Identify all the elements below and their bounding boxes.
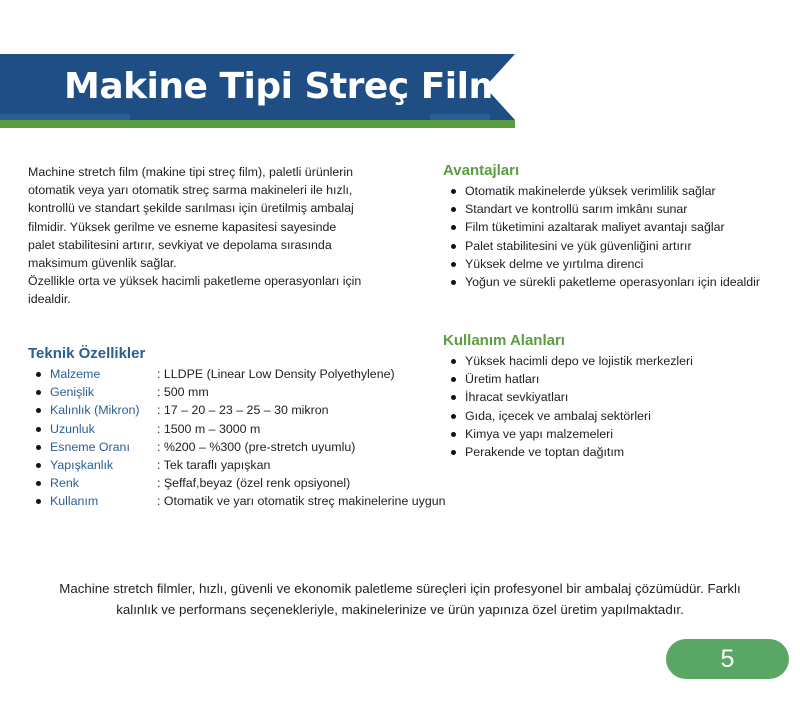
page-number-badge: 5 (666, 639, 789, 679)
advantages-list (443, 182, 760, 291)
list-item: Yüksek delme ve yırtılma direnci (443, 255, 760, 273)
list-item: Üretim hatları (443, 370, 693, 388)
footer-text: Machine stretch filmler, hızlı, güvenli ve ekonomik paletleme süreçleri için profesyonel bir ambalaj çözümüdür. Farklı kalınlık ve performans seçenekleriyle, makinelerinize ve ürün yapınıza özel üretim yapılmaktadır. (59, 581, 741, 617)
list-item: Film tüketimini azaltarak maliyet avantajı sağlar (443, 218, 760, 236)
list-item: Kimya ve yapı malzemeleri (443, 425, 693, 443)
usage-list (443, 352, 693, 461)
spec-value: : LLDPE (Linear Low Density Polyethylene) (157, 367, 395, 381)
spec-row (28, 492, 446, 510)
page-title: Makine Tipi Streç Film (64, 66, 506, 107)
spec-row (28, 438, 446, 456)
tech-specs-list (28, 365, 446, 511)
spec-value: : 17 – 20 – 23 – 25 – 30 mikron (157, 403, 329, 418)
usage-heading: Kullanım Alanları (443, 332, 565, 349)
spec-row (28, 383, 446, 401)
spec-key: Malzeme (50, 367, 101, 381)
list-item: Gıda, içecek ve ambalaj sektörleri (443, 407, 693, 425)
spec-key: Genişlik (50, 385, 95, 400)
list-item: Perakende ve toptan dağıtım (443, 443, 693, 461)
list-item: Standart ve kontrollü sarım imkânı sunar (443, 200, 760, 218)
spec-row (28, 456, 446, 474)
spec-key: Kullanım (50, 494, 99, 509)
spec-key: Kalınlık (Mikron) (50, 403, 140, 418)
spec-value: : Şeffaf,beyaz (özel renk opsiyonel) (157, 476, 351, 491)
list-item: Yüksek hacimli depo ve lojistik merkezleri (443, 352, 693, 370)
spec-value: : 1500 m – 3000 m (157, 421, 261, 436)
spec-row (28, 474, 446, 492)
list-item: İhracat sevkiyatları (443, 388, 693, 406)
spec-key: Uzunluk (50, 421, 95, 436)
advantages-heading: Avantajları (443, 162, 520, 179)
list-item: Yoğun ve sürekli paketleme operasyonları için idealdir (443, 273, 760, 291)
spec-key: Renk (50, 476, 79, 491)
spec-row (28, 420, 446, 438)
spec-value: : %200 – %300 (pre-stretch uyumlu) (157, 439, 356, 454)
list-item: Palet stabilitesini ve yük güvenliğini artırır (443, 237, 760, 255)
spec-key: Esneme Oranı (50, 439, 130, 454)
spec-key: Yapışkanlık (50, 458, 114, 473)
spec-value: : Otomatik ve yarı otomatik streç makinelerine uygun (157, 494, 446, 509)
spec-row (28, 401, 446, 419)
spec-value: : 500 mm (157, 385, 209, 400)
tech-specs-heading: Teknik Özellikler (28, 345, 146, 362)
intro-text (28, 163, 363, 309)
spec-row (28, 365, 446, 383)
intro-paragraph-1: Machine stretch film (makine tipi streç film), paletli ürünlerin otomatik veya yarı otomatik streç sarma makineleri ile hızlı, kontrollü ve standart şekilde sarılması için üretilmiş ambalaj filmidir. Yüksek gerilme ve esneme kapasitesi sayesinde palet stabilitesini artırır, sevkiyat ve depolama sırasında maksimum güvenlik sağlar. (28, 165, 354, 271)
list-item: Otomatik makinelerde yüksek verimlilik sağlar (443, 182, 760, 200)
intro-paragraph-2: Özellikle orta ve yüksek hacimli paketleme operasyonları için idealdir. (28, 274, 362, 307)
spec-value: : Tek taraflı yapışkan (157, 458, 271, 473)
